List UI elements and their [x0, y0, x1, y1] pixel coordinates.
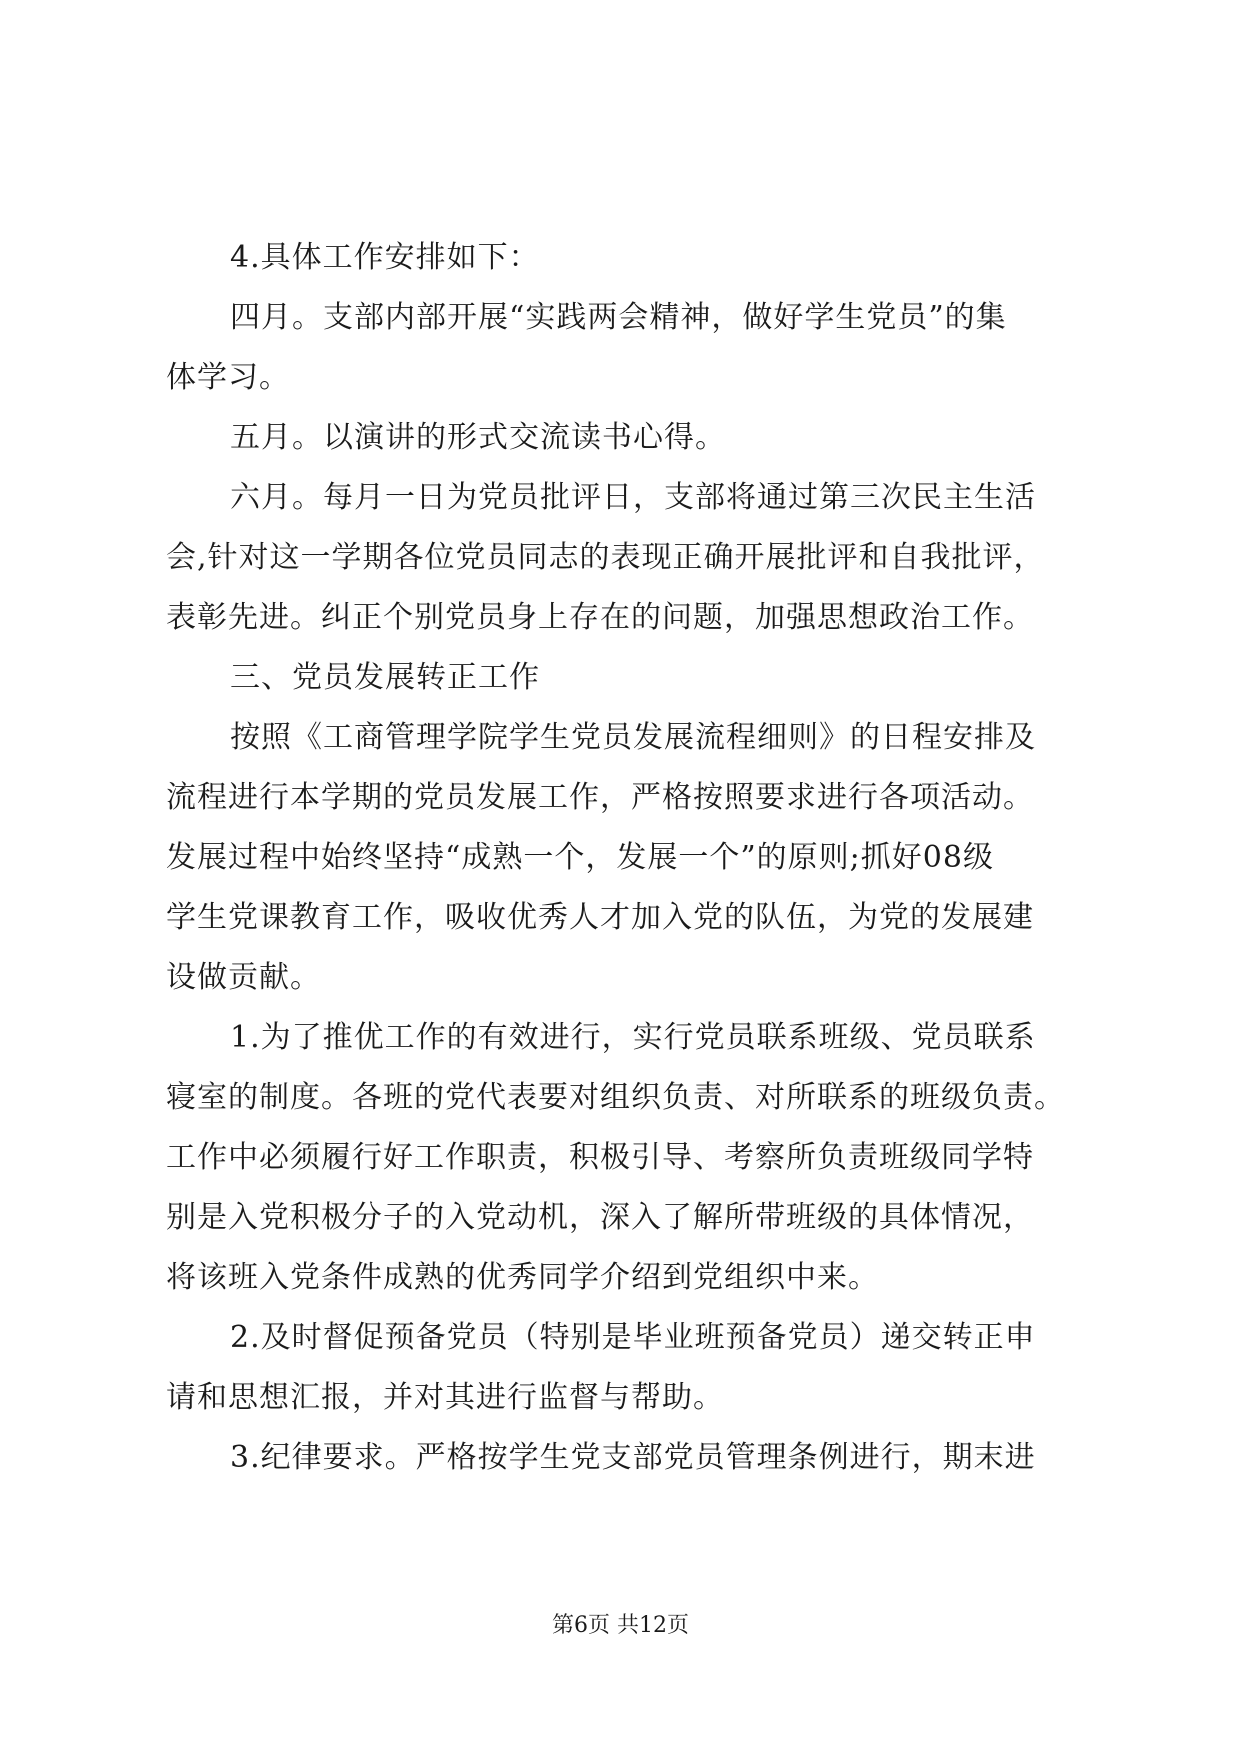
paragraph-line: 会,针对这一学期各位党员同志的表现正确开展批评和自我批评， — [166, 540, 1045, 575]
paragraph-line: 表彰先进。纠正个别党员身上存在的问题，加强思想政治工作。 — [166, 600, 1034, 635]
section-heading: 三、党员发展转正工作 — [230, 660, 540, 695]
paragraph-line: 2.及时督促预备党员（特别是毕业班预备党员）递交转正申 — [230, 1320, 1036, 1355]
paragraph-line: 请和思想汇报，并对其进行监督与帮助。 — [166, 1380, 724, 1415]
paragraph-line: 4.具体工作安排如下： — [230, 240, 540, 275]
paragraph-line: 寝室的制度。各班的党代表要对组织负责、对所联系的班级负责。 — [166, 1080, 1065, 1115]
document-body — [166, 228, 1076, 1488]
paragraph-line: 学生党课教育工作，吸收优秀人才加入党的队伍，为党的发展建 — [166, 900, 1034, 935]
page-number: 第6页 共12页 — [552, 1613, 689, 1638]
page-footer — [0, 1608, 1241, 1639]
paragraph-line: 六月。每月一日为党员批评日，支部将通过第三次民主生活 — [230, 480, 1036, 515]
paragraph-line: 发展过程中始终坚持“成熟一个，发展一个”的原则;抓好08级 — [166, 840, 994, 875]
paragraph-line: 按照《工商管理学院学生党员发展流程细则》的日程安排及 — [230, 720, 1036, 755]
paragraph-line: 1.为了推优工作的有效进行，实行党员联系班级、党员联系 — [230, 1020, 1036, 1055]
paragraph-line: 将该班入党条件成熟的优秀同学介绍到党组织中来。 — [166, 1260, 879, 1295]
paragraph-line: 设做贡献。 — [166, 960, 321, 995]
paragraph-line: 工作中必须履行好工作职责，积极引导、考察所负责班级同学特 — [166, 1140, 1034, 1175]
paragraph-line: 3.纪律要求。严格按学生党支部党员管理条例进行，期末进 — [230, 1440, 1036, 1475]
paragraph-line: 四月。支部内部开展“实践两会精神，做好学生党员”的集 — [230, 300, 1007, 335]
paragraph-line: 五月。以演讲的形式交流读书心得。 — [230, 420, 726, 455]
paragraph-line: 流程进行本学期的党员发展工作，严格按照要求进行各项活动。 — [166, 780, 1034, 815]
paragraph-line: 别是入党积极分子的入党动机，深入了解所带班级的具体情况， — [166, 1200, 1034, 1235]
paragraph-line: 体学习。 — [166, 360, 290, 395]
